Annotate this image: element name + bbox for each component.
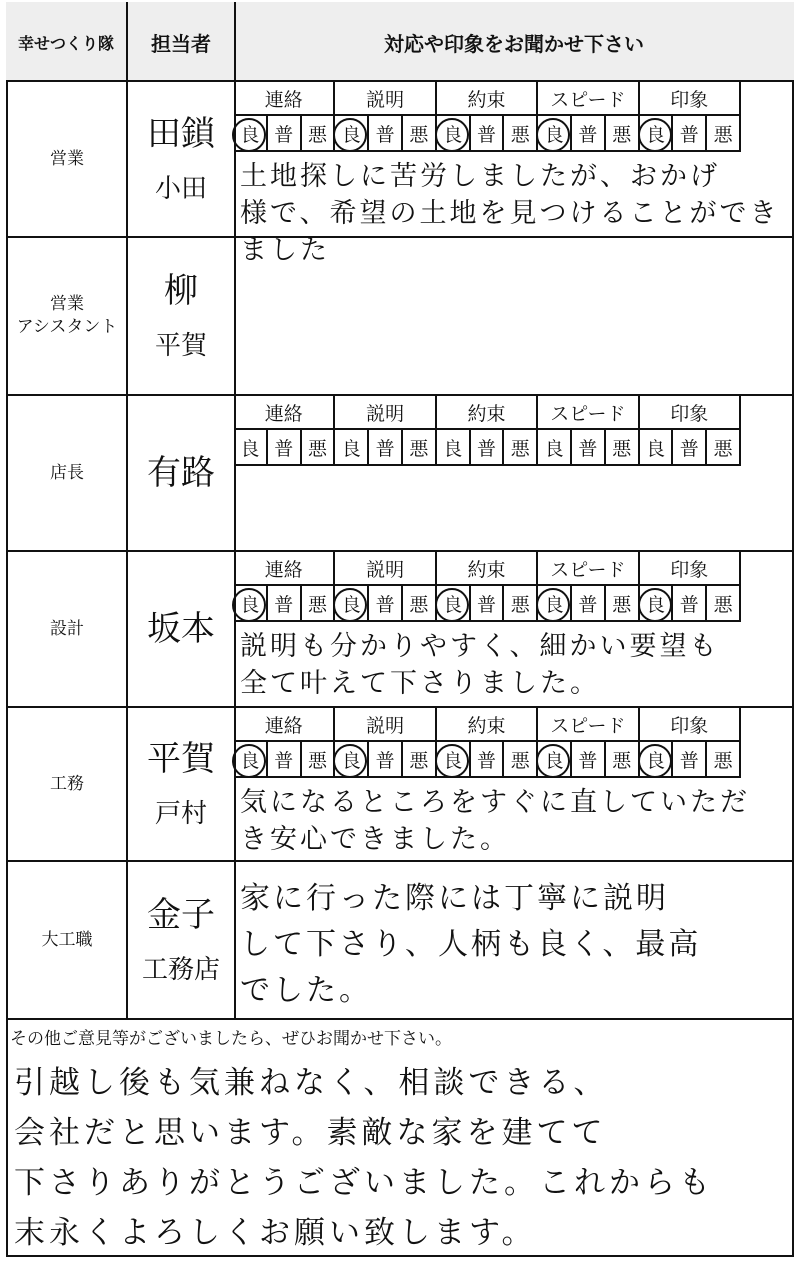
rating-option[interactable]: 良 — [335, 430, 369, 466]
staff-row — [6, 708, 794, 862]
rating-option[interactable]: 悪 — [403, 586, 437, 622]
rating-option[interactable]: 良 — [234, 586, 268, 622]
header-staff: 担当者 — [151, 31, 211, 56]
staff-name: 有路 — [147, 452, 215, 493]
staff-name: 金子 — [147, 895, 215, 935]
other-comments-label: その他ご意見等がございましたら、ぜひお聞かせ下さい。 — [10, 1029, 452, 1049]
rating-table — [234, 82, 741, 152]
rating-table — [234, 396, 741, 466]
rating-option[interactable]: 普 — [673, 586, 707, 622]
rating-grid — [234, 552, 741, 622]
rating-group-label: スピード — [538, 552, 639, 586]
comment-text: 説明も分かりやすく、細かい要望も 全て叶えて下さりました。 — [240, 631, 720, 699]
rating-option[interactable]: 悪 — [606, 116, 640, 152]
rating-option[interactable]: 良 — [640, 742, 674, 778]
rating-option[interactable]: 普 — [471, 742, 505, 778]
rating-option[interactable]: 良 — [437, 116, 471, 152]
divider — [234, 2, 236, 80]
rating-table — [234, 552, 741, 622]
rating-grid — [234, 82, 741, 152]
rating-option[interactable]: 良 — [538, 742, 572, 778]
rating-option[interactable]: 良 — [335, 742, 369, 778]
rating-option[interactable]: 普 — [369, 586, 403, 622]
staff-name: 坂本 — [147, 608, 215, 649]
rating-option[interactable]: 普 — [673, 116, 707, 152]
staff-row — [6, 396, 794, 552]
rating-option[interactable]: 普 — [673, 430, 707, 466]
rating-option[interactable]: 良 — [234, 430, 268, 466]
rating-option[interactable]: 良 — [437, 430, 471, 466]
divider — [234, 238, 236, 394]
rating-group-label: 約束 — [437, 708, 538, 742]
rating-option[interactable]: 悪 — [504, 116, 538, 152]
staff-name: 小田 — [154, 174, 207, 205]
divider — [234, 862, 236, 1018]
rating-group-label: 説明 — [335, 708, 436, 742]
category-label: 営業 アシスタント — [16, 294, 118, 337]
header-team: 幸せつくり隊 — [17, 33, 114, 53]
rating-option[interactable]: 悪 — [302, 742, 336, 778]
rating-option[interactable]: 良 — [234, 116, 268, 152]
rating-option[interactable]: 良 — [538, 430, 572, 466]
rating-option[interactable]: 悪 — [504, 742, 538, 778]
rating-option[interactable]: 普 — [471, 430, 505, 466]
rating-option[interactable]: 悪 — [302, 116, 336, 152]
rating-option[interactable]: 悪 — [707, 116, 741, 152]
rating-group-label: 説明 — [335, 82, 436, 116]
rating-option[interactable]: 悪 — [403, 742, 437, 778]
header-feedback: 対応や印象をお聞かせ下さい — [384, 31, 644, 56]
rating-option[interactable]: 良 — [335, 586, 369, 622]
staff-names — [128, 396, 234, 550]
rating-option[interactable]: 悪 — [403, 116, 437, 152]
staff-names — [128, 238, 234, 394]
header-row — [6, 2, 794, 82]
rating-option[interactable]: 良 — [234, 742, 268, 778]
rating-option[interactable]: 普 — [268, 586, 302, 622]
category-label: 工務 — [50, 773, 84, 794]
rating-group-label: 連絡 — [234, 82, 335, 116]
rating-option[interactable]: 良 — [640, 116, 674, 152]
rating-group-label: 連絡 — [234, 552, 335, 586]
rating-group-label: スピード — [538, 396, 639, 430]
staff-names — [128, 82, 234, 236]
rating-group-label: 約束 — [437, 552, 538, 586]
rating-option[interactable]: 普 — [673, 742, 707, 778]
staff-row — [6, 238, 794, 396]
rating-option[interactable]: 良 — [437, 742, 471, 778]
rating-option[interactable]: 悪 — [707, 430, 741, 466]
rating-option[interactable]: 普 — [572, 586, 606, 622]
rating-option[interactable]: 良 — [538, 116, 572, 152]
comment-text: 家に行った際には丁寧に説明 して下さり、人柄も良く、最高 でした。 — [240, 881, 702, 1008]
rating-option[interactable]: 悪 — [606, 586, 640, 622]
comment-text: 土地探しに苦労しましたが、おかげ 様で、希望の土地を見つけることができました — [240, 161, 780, 266]
rating-group-label: スピード — [538, 82, 639, 116]
rating-option[interactable]: 悪 — [504, 586, 538, 622]
rating-option[interactable]: 普 — [572, 742, 606, 778]
rating-group-label: 説明 — [335, 396, 436, 430]
rating-group-label: 約束 — [437, 396, 538, 430]
rating-grid — [234, 708, 741, 778]
rating-option[interactable]: 普 — [268, 430, 302, 466]
category-label: 店長 — [50, 462, 84, 483]
rating-group-label: 説明 — [335, 552, 436, 586]
staff-row — [6, 862, 794, 1020]
rating-option[interactable]: 普 — [369, 116, 403, 152]
rating-option[interactable]: 悪 — [302, 430, 336, 466]
staff-names — [128, 708, 234, 860]
other-comments-text: 引越し後も気兼ねなく、相談できる、 会社だと思います。素敵な家を建てて 下さりありがとうございました。これからも 末永くよろしくお願い致します。 — [14, 1065, 714, 1251]
staff-name: 柳 — [164, 271, 198, 311]
rating-option[interactable]: 良 — [335, 116, 369, 152]
staff-name: 平賀 — [154, 331, 207, 362]
rating-option[interactable]: 悪 — [302, 586, 336, 622]
staff-names — [128, 552, 234, 706]
rating-group-label: 連絡 — [234, 396, 335, 430]
rating-option[interactable]: 悪 — [403, 430, 437, 466]
rating-option[interactable]: 普 — [369, 742, 403, 778]
rating-grid — [234, 396, 741, 466]
rating-group-label: 印象 — [640, 552, 741, 586]
rating-option[interactable]: 普 — [471, 586, 505, 622]
rating-option[interactable]: 悪 — [707, 742, 741, 778]
rating-option[interactable]: 良 — [640, 430, 674, 466]
category-label: 設計 — [50, 618, 84, 639]
divider — [126, 2, 128, 80]
rating-group-label: 印象 — [640, 396, 741, 430]
staff-name: 田鎖 — [147, 114, 215, 154]
rating-option[interactable]: 良 — [538, 586, 572, 622]
staff-name: 戸村 — [154, 799, 207, 830]
rating-option[interactable]: 悪 — [504, 430, 538, 466]
rating-group-label: 約束 — [437, 82, 538, 116]
rating-group-label: 印象 — [640, 82, 741, 116]
rating-option[interactable]: 悪 — [606, 430, 640, 466]
rating-option[interactable]: 良 — [437, 586, 471, 622]
category-label: 大工職 — [41, 929, 93, 950]
staff-name: 平賀 — [147, 739, 215, 779]
rating-group-label: スピード — [538, 708, 639, 742]
rating-option[interactable]: 普 — [471, 116, 505, 152]
staff-name: 工務店 — [141, 955, 220, 986]
rating-option[interactable]: 普 — [369, 430, 403, 466]
rating-group-label: 印象 — [640, 708, 741, 742]
staff-names — [128, 862, 234, 1018]
rating-option[interactable]: 普 — [268, 742, 302, 778]
rating-option[interactable]: 普 — [572, 430, 606, 466]
staff-row — [6, 82, 794, 266]
rating-table — [234, 708, 741, 778]
comment-text: 気になるところをすぐに直していただ き安心できました。 — [240, 787, 750, 855]
rating-option[interactable]: 悪 — [707, 586, 741, 622]
category-label: 営業 — [50, 148, 84, 169]
rating-option[interactable]: 普 — [572, 116, 606, 152]
rating-option[interactable]: 悪 — [606, 742, 640, 778]
rating-group-label: 連絡 — [234, 708, 335, 742]
staff-row — [6, 552, 794, 708]
rating-option[interactable]: 良 — [640, 586, 674, 622]
rating-option[interactable]: 普 — [268, 116, 302, 152]
